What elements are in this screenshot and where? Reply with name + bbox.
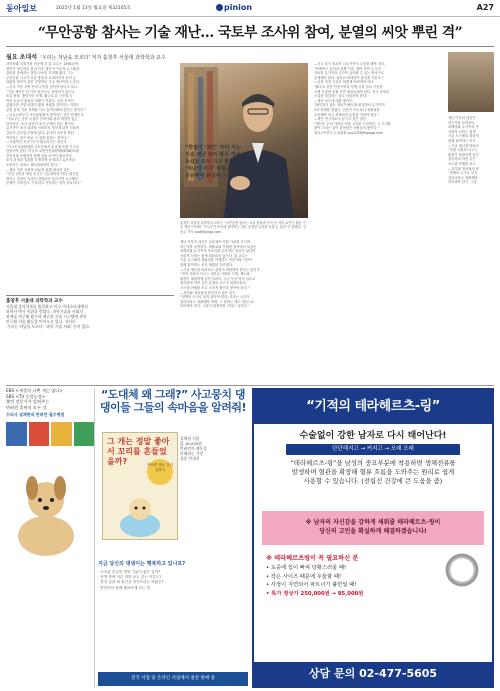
pull-quote [185,145,245,180]
article-line: 자료를 유가족과 국민이 납득할 수 있는 방식으로 [314,71,384,76]
ring-ad-bullet: • 특가 정상가 250,000원 → 85,000원 [266,590,364,597]
article-line: 재난 이후의 대응은 공동체가 어떤 가치를 지키려 [180,240,250,244]
article-line: 조사 과정과 결과를 투명하게 공개하고 유가족과 [6,158,75,163]
article-line: 피해자와 유가족의 목소리를 존중하는 절차가 없다면 [180,249,256,254]
article-line: “정쟁의 도구로 삼지 [448,171,478,176]
article-column-3 [314,62,442,380]
article-line: 조류 충돌, 랜딩기어 문제, 활주로 끝 구조물 등 [6,94,73,99]
pull-quote-line: 기술 재난 처리 방식 개선, [185,152,243,158]
article-line: 기술 시스템의 복잡성 [448,134,479,139]
article-line: 유가족이 조사 결과를 신뢰하지 못하게 되면 사회적 [6,126,80,131]
book-ad-footer: 전국 서점 및 온라인 서점에서 절찬 판매 중 [98,672,248,686]
profile-line: ‘우리는 처남을 모르다’ ‘과학 기술 사회’ 등이 있다. [6,324,91,329]
article-line: 과학사와 기술사를 전공해 온 홍 교수는 1994년에 [6,62,79,66]
book-ad-side-line: 설채현 지음 [180,436,200,441]
article-line: 여러 요소가 겹쳐서 피해가 커졌다. 특히 둔덕이 [6,98,74,103]
book-cover-large [102,432,178,540]
ring-ad-phone: 상담 문의 02-477-5605 [254,662,492,686]
article-line: 환경이 복잡하게 얽힌 결과다. 누군가 한 명의 실수로 [180,276,256,281]
article-line: 사회적 신뢰는 쉽게 회복되지 않는다. 홍 교수는 [180,253,248,258]
book-ad-small-line: 반려견 훈련의 모든 것 [6,404,47,410]
article-line: 하는지를 보여준다. 세월호와 이태원 참사에서 보았듯 [180,244,257,249]
page-number: A27 [476,3,494,12]
article-line: 관련된 문제라는 점을 꾸준히 지적해 왔다. 그는 [6,71,74,76]
article-line: 문제가 가려진다. 기록하고 기억하는 일이 중요하다.” [6,181,82,186]
ring-ad-line: 발생하며 혈관을 확장해 혈류 흐름을 도와주는 원리로 쉽게 [291,468,455,476]
book-ad-side-line: 이해하는 가장 [180,451,204,456]
article-line: “블랙박스 분석과 관제 기록, 정비 이력 등 모든 [314,66,382,71]
article-line: “활주로 종단 안전구역과 항행 시설 설치 기준을 [314,84,383,89]
article-line: 국제 기준에 맞춰 전면 재검토해야 한다. 전국 공항의 [314,89,390,94]
ring-ad-bullet: • 작은 사이즈 때문에 우울할 때! [266,573,342,580]
book-ad-side-line: 반려견의 행동을 [180,446,207,451]
book-ad-side-line: 값 18,000원 [180,441,202,446]
ring-ad-banner-line: ※ 남자의 자신감을 강하게 세워줄 테라헤르츠-링이 [305,519,441,526]
ring-ad-question: ※ 테라헤르츠링이 꼭 필요하신 분 [266,555,359,562]
article-line: “진상 규명과 책임 추궁은 구분되어야 한다. 원인을 [6,172,79,177]
interview-photo [180,63,308,218]
section-label [216,3,252,12]
opinion-o-icon [216,4,223,11]
section-label-text: pinion [224,3,253,12]
article-line: “확인되지 않은 정보가 빠르게 퍼지면서 유가족이 [314,103,385,108]
book-ad-small-highlight: 수의사 설채현의 반려견 필수병법 [6,412,65,417]
article-line: —기술 재난을 바라보는 관점이 바뀌어야 한다는 뜻인가. [180,267,261,272]
article-line: 벌어진 성수대교 붕괴 이후 재난이 기술적 시스템과 [6,66,80,71]
article-line: 갈등이 길어질 수밖에 없다. 분열의 씨앗을 뿌린 [6,130,74,135]
article-line: —재난 이후 사회적 치유를 위해 필요한 것은. [6,167,71,172]
photo-caption: 홍창후 서울대 과학학과 교수는 “무안공항 참사는 조류 충돌과 둔덕 등 여러 요인이 겹친 기술 재난”이라며 “국토부가 조사에 참여하는 것은 공정성 논란을 낳을 수 있다”고 말했다. 김동주 기자 zoo@donga.com [180,221,306,234]
profile-line: 관계를 연구해 왔으며 재난과 기술 시스템에 관한 [6,314,87,319]
ring-ad-banner-line: 당신의 고민을 확실하게 해결하겠습니다! [319,528,427,535]
article-column-1 [6,62,174,290]
article-line: 우선해야 하고 피해자의 존엄을 지켜야 한다.” [314,112,380,117]
article-line: 전문성과 독립성을 함께 갖춘 조직이 필요하다. [6,153,73,158]
book-ad-side-line: 쉬운 안내서 [180,456,200,461]
issue-date: 2025년 1월 13일 월요일 제32165호 [56,6,131,11]
article-line: 시설을 점검하는 일도 서둘러야 한다.” [314,94,369,99]
book-ad-headline: “도대체 왜 그래?” 사고뭉치 댕댕이들 그들의 속마음을 알려줘! [99,388,247,414]
ring-ad-chip: 단단해지고 → 커지고 → 오래 오래 [286,444,460,455]
article-byline [6,52,296,61]
article-line: “국토부는 공항 시설의 인허가와 관리 책임이 있는 [6,117,78,122]
article-column-4 [448,116,494,380]
article-line: 2차 피해를 겪었다. 언론은 속도보다 정확성을 [314,107,380,112]
article-line: 이어져야 한다. 그것이 희생자를 기리는 길이다.” [180,304,250,309]
article-line: —재난 연구자로서 남기고 싶은 말은. [314,117,368,122]
dog-illustration [6,456,86,576]
ring-ad-line: 사용할 수 있습니다. (전립선 건강에 큰 도움을 줌) [303,477,443,485]
article-line: 이어져야 한다. 그것 [448,180,477,185]
book-ad-list-item: · 꼬리를 흔들면 정말 기분이 좋은 걸까? [98,570,160,574]
ad-divider [6,385,494,386]
article-line: 재난 이후의 대응은 [448,116,476,120]
article-line: 복합적 원인이 얽힌 전형적인 기술 재난이라고 본다. [6,80,81,85]
article-line: 정리하려 하면 같은 유형의 사고가 되풀이된다. [180,281,247,286]
article-line: —사고 이후 가장 먼저 무엇을 짚어야 한다고 보나. [6,84,79,89]
article-line: “재난은 우리 사회의 약한 고리를 드러낸다. 그 고리를 [314,121,391,126]
article-line: “현대 사회의 사고는 대부분 사람과 기계, 제도와 [180,272,250,277]
book-ad-list [98,570,248,591]
article-line: —독립적인 조사기구가 필요하다는 말인가. [6,140,68,145]
article-line: —정부와 정치권에 당 [448,166,479,171]
book-ad-list-item: · 혼자 있을 때 물건을 망가뜨리는 까닭은? [98,580,164,585]
ring-ad-subtitle: 수술없이 강한 남자로 다시 태어난다! [299,431,447,441]
ring-ad [252,388,494,688]
interviewee-figure [180,63,308,218]
book-ad-side-text [180,436,246,461]
article-headline: “무안공항 참사는 기술 재난… 국토부 조사위 참여, 분열의 씨앗 뿌린 격” [6,20,494,47]
article-line: 함께 참여하는 조사 체계를 강조했다. [180,262,234,267]
ring-ad-bullet: • 도중에 힘이 빠져 당황스러울 때! [266,565,347,571]
profile-line: 과학사 박사 학위를 받았다. 과학기술과 사회의 [6,309,83,314]
article-line: 함께 참여하는 조사 [448,138,476,143]
profile-title: 홀창후 서울대 과학학과 교수 [6,299,63,304]
book-ad-small-line: 출연 전문가가 알려주는 [6,399,50,404]
dog-cover-icon [103,489,177,539]
book-ad-small-line: SBS <TV 동물농장> [6,393,46,399]
book-ad-small-line: EBS <세상의 나쁜 개는 없다> [6,388,63,393]
book-ad-list-item: · 산책 중에 다른 개를 보고 짖는 이유는? [98,575,162,580]
guest-description: ‘우리는 처남을 모르다’ 저자 홀창후 서울대 과학학과 교수 [40,55,166,61]
ring-ad-bullets [266,564,436,598]
article-line: 걸리더라도 정확해야 하며, 그 결과는 제도 개선으로 [180,299,255,304]
article-line: —사고 조사 결과가 나오기까지 무엇을 해야 하나. [314,62,386,66]
article-line: 무안공항 사고가 조류 충돌과 로컬라이저 둔덕 등 [6,75,76,80]
article-line: 정리=이진구 논설위원 sys1234@donga.com [314,130,383,135]
article-line: 당사자다. 조사 대상이 조사 주체가 되는 셈이다. [6,121,75,126]
ring-ad-bullet: • 사정이 지연되어 파트너가 불만일 때! [266,582,357,588]
book-covers [6,422,94,446]
newspaper-logo: 동아일보 [6,4,37,13]
article-line: 격이라는 것은 바로 그 점을 말하는 것이다.” [6,135,70,140]
article-line: —재난 보도에 대한 생각은. [314,98,354,103]
article-line: 없었다면 인명 피해가 훨씬 적었을 것이라는 지적은 [6,103,80,108]
author-profile [6,295,174,329]
masthead [0,0,500,17]
article-line: 환경이 복잡하게 얽힌 [448,152,479,157]
article-line: “현대 사회의 사고는 [448,148,478,153]
article-line: 시스템 전체를 보고 구조적 원인을 찾아야 한다.” [180,285,250,290]
article-line: 기술 시스템의 복잡성을 이해하는 전문가와 시민이 [180,258,253,263]
ring-product-icon [442,550,482,590]
article-line: 만들어야 한다. 미국의 교통안전위원회(NTSB)처럼 [6,149,79,154]
ring-ad-description [262,459,484,486]
profile-line: 연구와 저술 활동을 이어오고 있다. 저서로 [6,319,76,324]
article-line: —국토교통부가 조사위원회에 참여하는 것은 문제인가. [6,112,85,117]
profile-line: 서울대 물리학과를 졸업하고 미국 미네소타대에서 [6,304,88,309]
pull-quote-line: 공유해야 진상에 다가가” [185,173,241,179]
book-ad-small [6,388,95,688]
article-line: “정쟁의 도구로 삼지 말아야 한다. 조사는 시간이 [180,295,250,300]
article-line: 공항 설계 기준 자체를 다시 들여다봐야 한다는 뜻이다.” [6,107,87,112]
article-line: 하는지를 보여준다. [448,120,476,125]
ring-ad-banner [262,511,484,545]
pull-quote-line: “한없이 ‘죄인’ 부터 치는 [185,145,241,151]
profile-text [6,304,174,329]
book-cover [51,422,72,446]
article-line: —기술 재난을 바라보 [448,143,479,148]
book-ad-list-item: · 반려견과 함께 행복하게 사는 법 [98,585,150,590]
article-line: 사회적 신뢰는 쉽게 [448,129,476,134]
book-cover [29,422,50,446]
pull-quote-line: 독립된 조사 기구 필요 [185,159,234,165]
article-column-2 [180,240,308,380]
article-line: “기술 재난은 한 가지 원인으로 설명되지 않는다. [6,89,76,94]
book-ad-question: 지금 당신의 댕댕이는 행복하고 있나요? [98,561,186,567]
article-line: 소통하는 절차도 제도화되어야 한다.” [6,163,60,168]
ring-ad-title: “기적의 테라헤르츠-링” [254,390,492,424]
book-cover [74,422,95,446]
book-badge: 반려견 행동 심리 설명서 [147,459,173,485]
column-name: 월요 초대석 [6,54,38,61]
article-line: 정리하려 하면 같은 [448,157,476,162]
author-photo [448,52,494,112]
article-line: 찾아 고치는 것이 살아남은 사람들의 몫이다.” [314,126,380,131]
book-title: 그 개는 정말 좋아서 꼬리를 흔들었을까? [107,437,170,466]
article-line: 공개해야 한다. 정보의 비대칭이 불신을 키운다.” [314,75,384,80]
article-line: —정부와 정치권에 당부하고 싶은 것은. [180,290,237,295]
article-line: —공항 안전 기준은 어떻게 바뀌어야 하나. [314,80,375,85]
book-ad-small-text [6,388,94,410]
article-line: 걸리더라도 정확해야 [448,175,478,180]
article-line: 피해자와 유가족의 목 [448,125,479,130]
pull-quote-line: ‘재난의 서사’ 원형을 [185,166,231,172]
book-cover [6,422,27,446]
book-ad [98,388,248,688]
article-line: 밝히는 과정이 특정인 처벌로만 흘러가면 시스템의 [6,176,79,181]
article-line: “사고조사위원회를 국토부에서 분리해 독립 기구로 [6,144,79,149]
ring-ad-line: “테라헤르츠-링”을 남성의 중요부분에 착용하면 생체전류를 [290,459,456,467]
article-line: 시스템 전체를 보고 [448,161,476,166]
